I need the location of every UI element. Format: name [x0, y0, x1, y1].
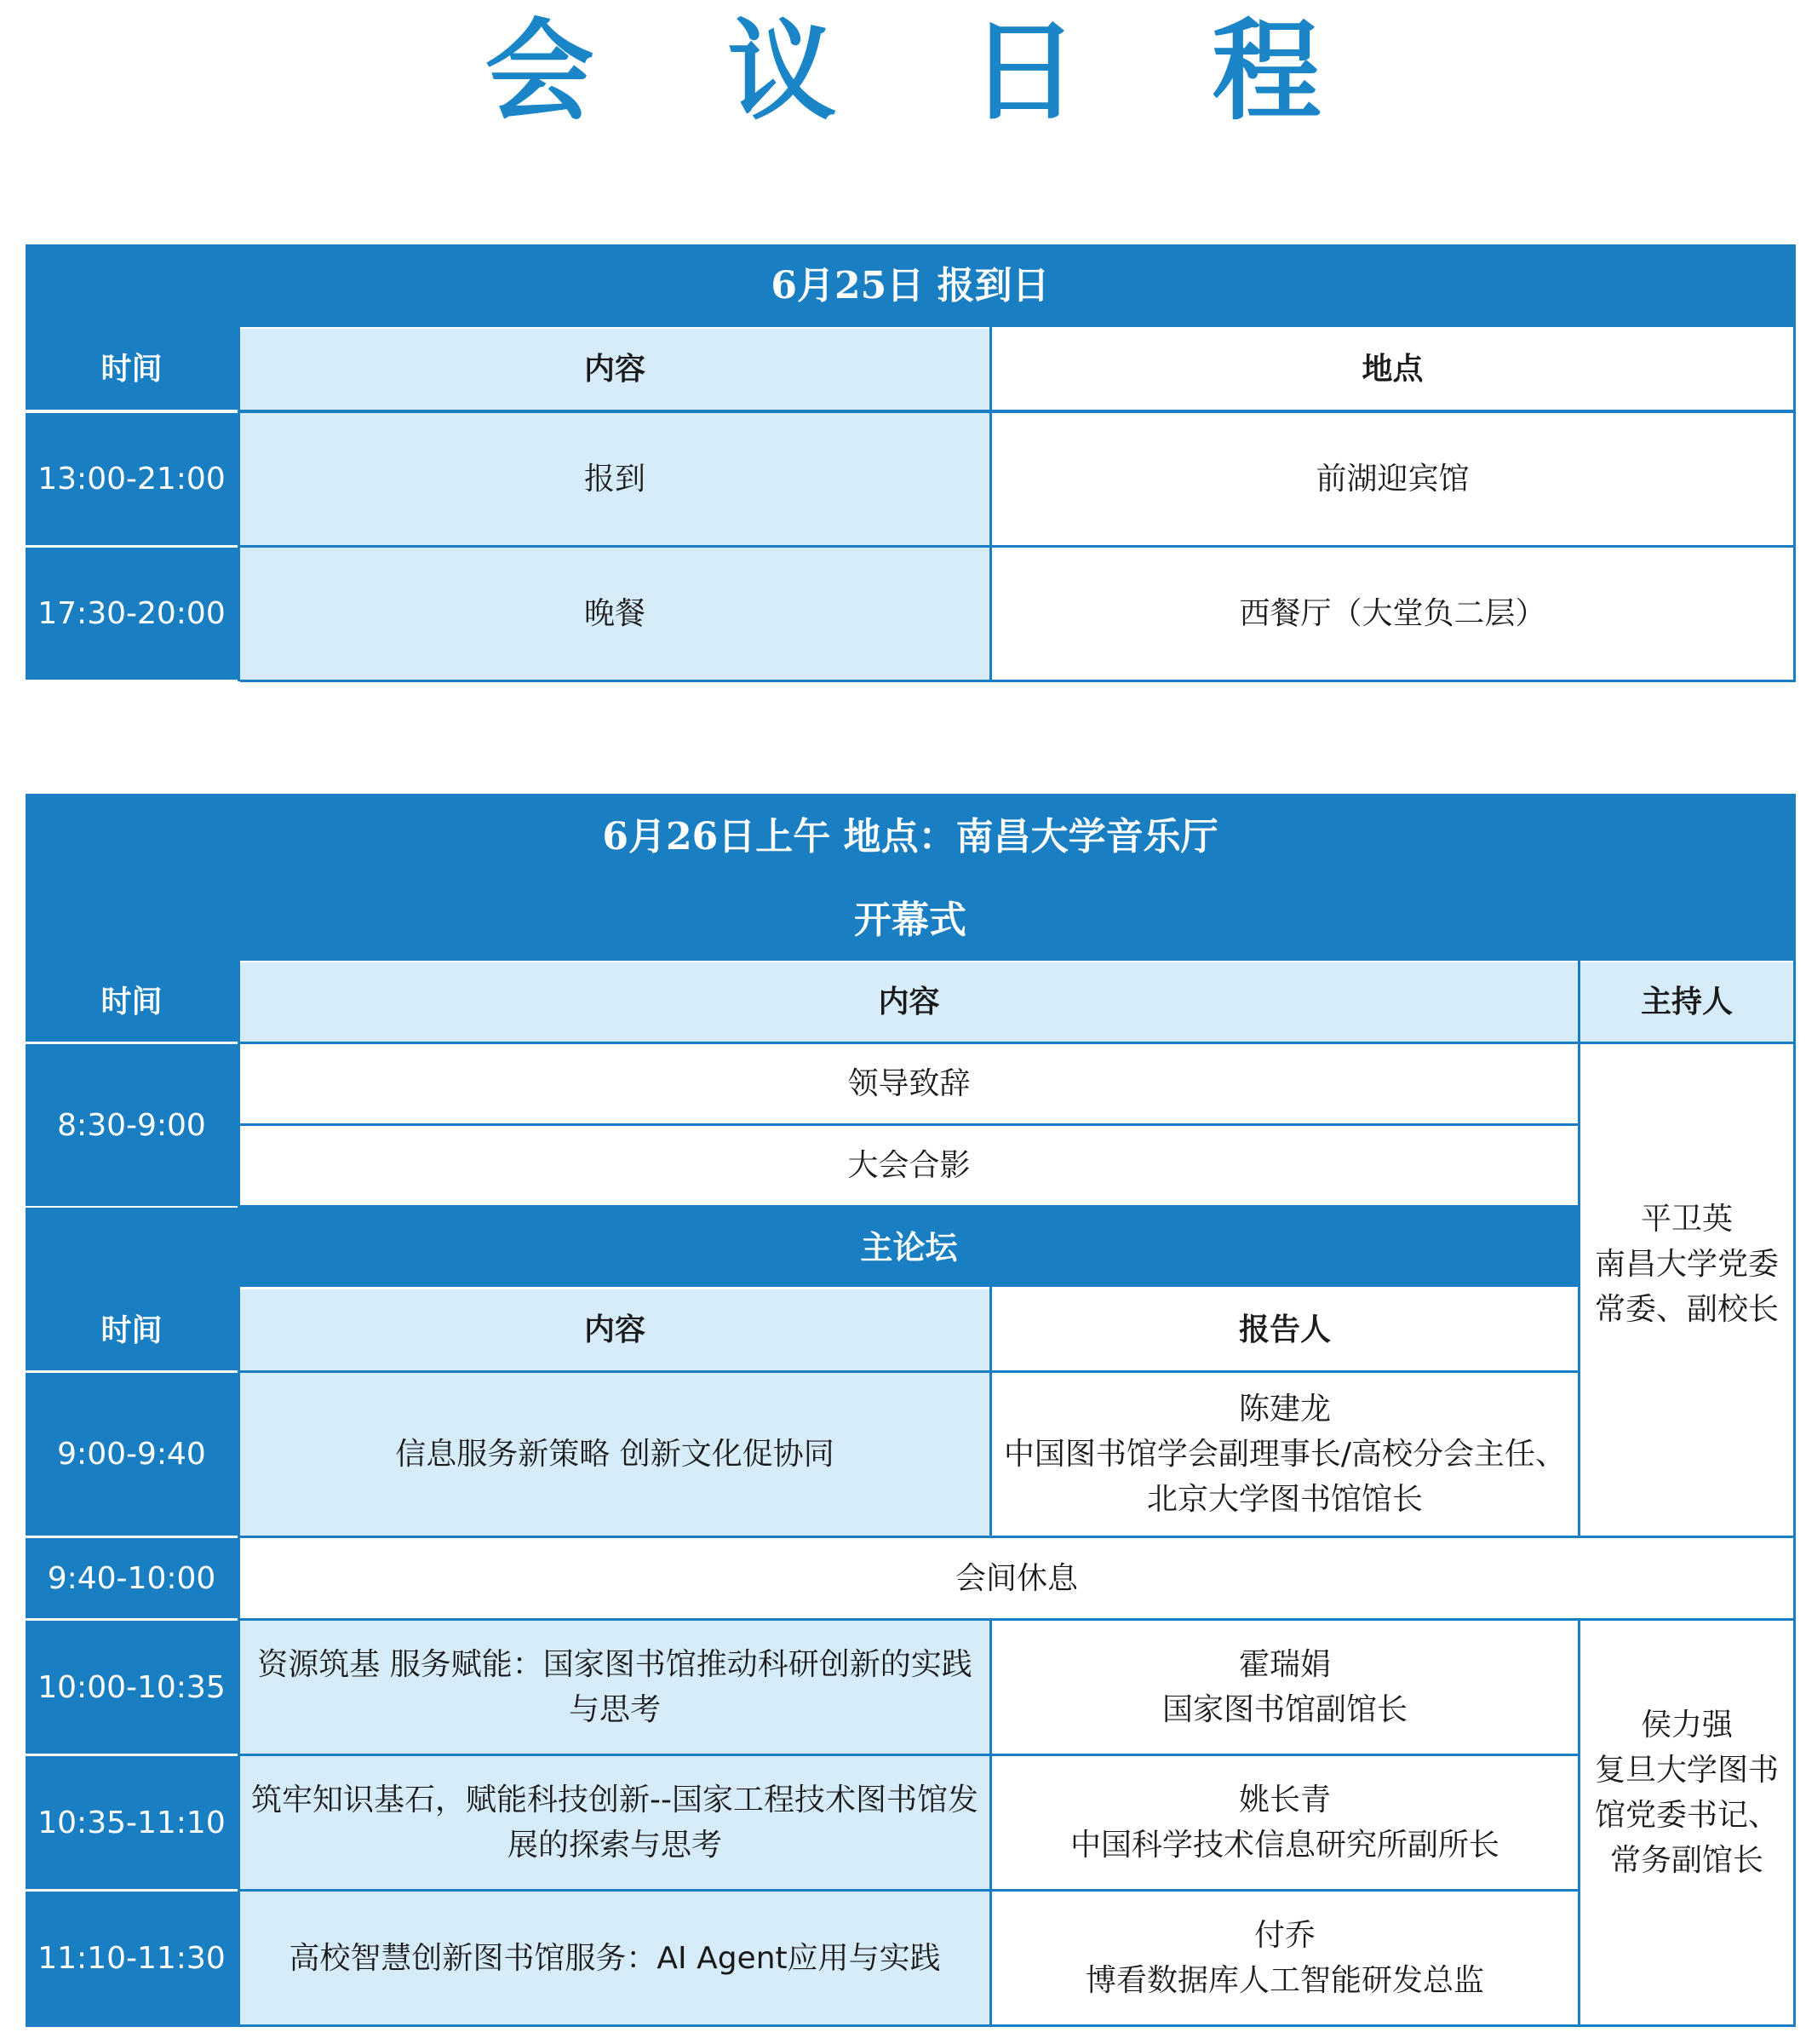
talk1-content: 信息服务新策略 创新文化促协同 — [240, 1373, 989, 1536]
day2-subtitle: 开幕式 — [26, 879, 1795, 961]
opening-item-2: 大会合影 — [240, 1126, 1578, 1205]
talk1-speaker-title-2: 北京大学图书馆馆长 — [1146, 1482, 1423, 1517]
divider — [1578, 1618, 1580, 2027]
talk2-content — [240, 1621, 989, 1754]
divider — [1578, 1208, 1580, 1538]
talk3-content — [240, 1756, 989, 1889]
talk3-content-line1: 筑牢知识基石，赋能科技创新--国家工程技术图书馆发 — [251, 1783, 978, 1817]
host-1-title-line2: 常委、副校长 — [1594, 1292, 1779, 1327]
day1-row2-time: 17:30-20:00 — [26, 548, 238, 680]
talk2-time: 10:00-10:35 — [26, 1621, 238, 1754]
divider — [240, 1889, 1578, 1892]
divider — [240, 1754, 1578, 1756]
divider — [1793, 794, 1796, 2027]
divider — [26, 2024, 1796, 2027]
talk3-speaker-name: 姚长青 — [1238, 1783, 1331, 1817]
forum-title: 主论坛 — [240, 1208, 1578, 1287]
host-2-title-line2: 馆党委书记、 — [1594, 1798, 1779, 1833]
talk2-speaker-name: 霍瑞娟 — [1238, 1647, 1331, 1682]
break-content: 会间休息 — [240, 1538, 1793, 1618]
divider — [238, 961, 240, 2027]
divider — [240, 1123, 1578, 1126]
talk2-content-line2: 与思考 — [568, 1692, 661, 1727]
divider — [240, 680, 1796, 682]
day1-header-time: 时间 — [26, 327, 238, 411]
day2-title: 6月26日上午 地点：南昌大学音乐厅 — [26, 794, 1795, 879]
divider — [240, 1618, 1796, 1621]
host-2-name: 侯力强 — [1640, 1708, 1733, 1743]
host-1-title-line1: 南昌大学党委 — [1594, 1247, 1779, 1282]
talk4-speaker-name: 付乔 — [1253, 1918, 1316, 1953]
host-2 — [1580, 1621, 1793, 2024]
day2-header-host: 主持人 — [1580, 962, 1793, 1042]
divider — [240, 1536, 1796, 1538]
break-time: 9:40-10:00 — [26, 1538, 238, 1618]
forum-header-content: 内容 — [240, 1289, 989, 1370]
host-2-title-line3: 常务副馆长 — [1609, 1843, 1763, 1878]
talk3-speaker-title: 中国科学技术信息研究所副所长 — [1069, 1828, 1499, 1863]
divider — [989, 327, 992, 681]
divider — [238, 327, 240, 681]
forum-band-left — [26, 1208, 238, 1290]
divider — [240, 545, 1796, 548]
talk4-time: 11:10-11:30 — [26, 1892, 238, 2024]
opening-item-1: 领导致辞 — [240, 1044, 1578, 1123]
forum-header-time: 时间 — [26, 1289, 238, 1372]
divider — [989, 1618, 992, 2027]
day1-header-content: 内容 — [240, 329, 989, 410]
talk1-speaker-name: 陈建龙 — [1238, 1392, 1331, 1427]
divider — [240, 1370, 1578, 1373]
talk3-content-line2: 展的探索与思考 — [507, 1828, 722, 1863]
talk4-speaker — [992, 1892, 1578, 2024]
host-1 — [1580, 1044, 1793, 1536]
divider — [989, 1287, 992, 1538]
divider — [26, 545, 238, 548]
host-1-name: 平卫英 — [1640, 1202, 1733, 1237]
talk4-content — [240, 1892, 989, 2024]
day1-row1-content: 报到 — [240, 413, 989, 545]
day2-header-content: 内容 — [240, 962, 1578, 1042]
day1-row2-content: 晚餐 — [240, 548, 989, 680]
divider — [26, 1370, 238, 1373]
talk4-speaker-title: 博看数据库人工智能研发总监 — [1085, 1963, 1484, 1998]
page-title: 会 议 日 程 — [484, 9, 1369, 135]
divider — [26, 1754, 238, 1756]
divider — [26, 1042, 238, 1044]
divider — [26, 1889, 238, 1892]
day1-title: 6月25日 报到日 — [26, 244, 1795, 327]
talk2-speaker-title: 国家图书馆副馆长 — [1161, 1692, 1408, 1727]
day1-row2-location: 西餐厅（大堂负二层） — [992, 548, 1793, 680]
forum-header-speaker: 报告人 — [992, 1289, 1578, 1370]
divider — [240, 410, 1796, 413]
divider — [26, 1618, 238, 1621]
divider — [26, 410, 238, 412]
divider — [1578, 961, 1580, 1208]
talk4-content-line1: 高校智慧创新图书馆服务：AI Agent应用与实践 — [289, 1940, 941, 1976]
talk3-speaker — [992, 1756, 1578, 1889]
day1-header-location: 地点 — [992, 329, 1793, 410]
host-2-title-line1: 复旦大学图书 — [1594, 1753, 1779, 1788]
opening-time: 8:30-9:00 — [26, 1044, 238, 1206]
day1-row1-time: 13:00-21:00 — [26, 413, 238, 545]
talk1-speaker — [992, 1373, 1578, 1536]
divider — [26, 1536, 238, 1538]
talk1-time: 9:00-9:40 — [26, 1373, 238, 1536]
day2-header-time: 时间 — [26, 961, 238, 1043]
divider — [240, 1042, 1796, 1044]
talk3-time: 10:35-11:10 — [26, 1756, 238, 1889]
divider — [1793, 244, 1796, 681]
day1-row1-location: 前湖迎宾馆 — [992, 413, 1793, 545]
divider — [240, 1205, 1578, 1208]
talk2-speaker — [992, 1621, 1578, 1754]
talk2-content-line1: 资源筑基 服务赋能：国家图书馆推动科研创新的实践 — [257, 1647, 972, 1682]
talk1-speaker-title-1: 中国图书馆学会副理事长/高校分会主任、 — [1003, 1437, 1567, 1472]
